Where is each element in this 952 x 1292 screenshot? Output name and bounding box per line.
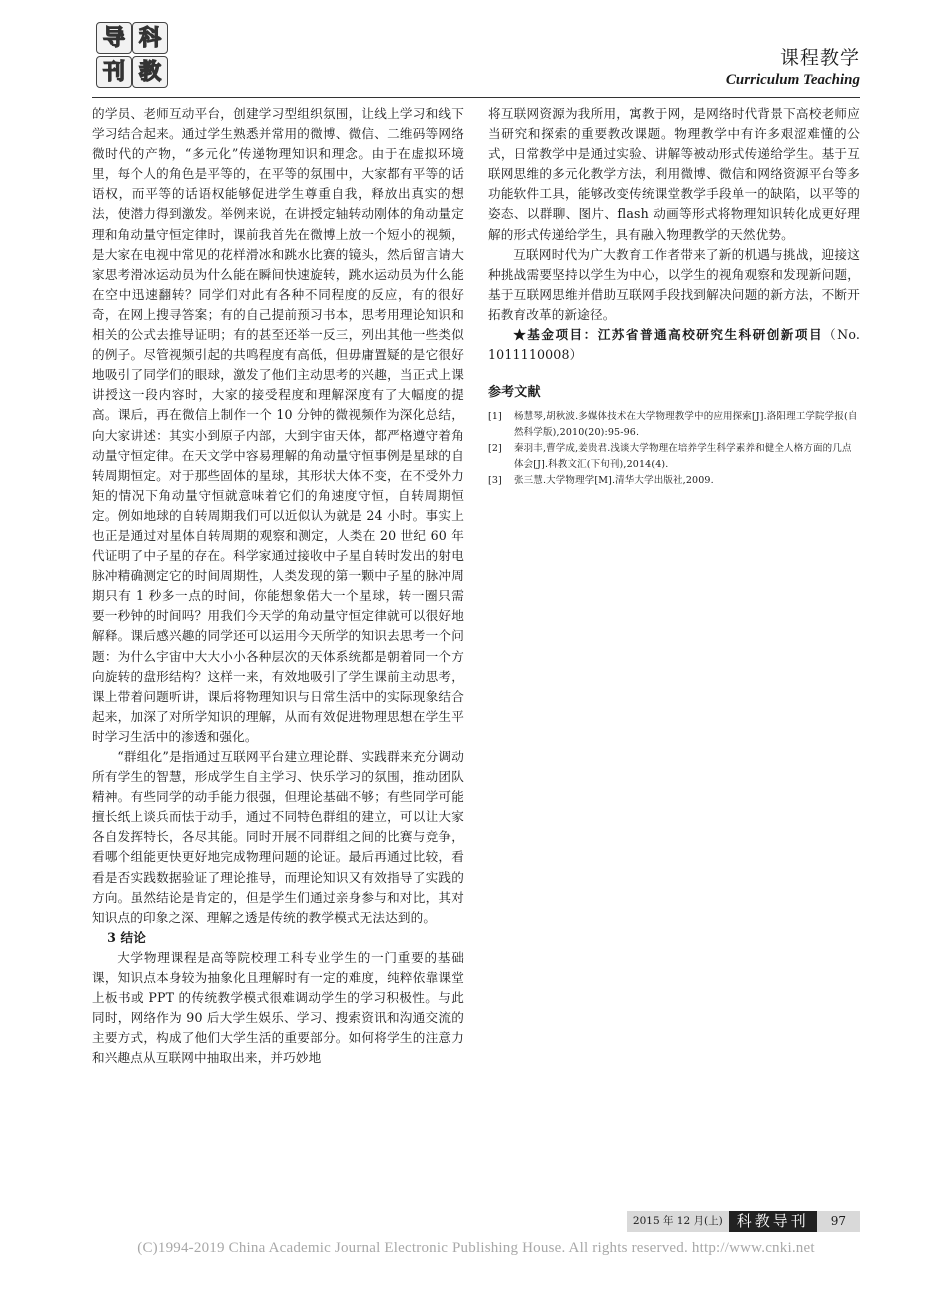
reference-number: [2] (488, 443, 502, 455)
body-paragraph: “群组化”是指通过互联网平台建立理论群、实践群来充分调动所有学生的智慧，形成学生自主学习、快乐学习的氛围，推动团队精神。有些同学的动手能力很强，但理论基础不够；有些同学可能擅长纸上谈兵而怯于动手，通过不同特色群组的建立，可以让大家各自发挥特长，各尽其能。同时开展不同群组之间的比赛与竞争，看哪个组能更快更好地完成物理问题的论证。最后再通过比较，看看是否实践数据验证了理论推导，而理论知识又有效指导了实践的方向。虽然结论是肯定的，但是学生们通过亲身参与和对比，其对知识点的印象之深、理解之透是传统的教学模式无法达到的。 (92, 749, 464, 925)
references-heading: 参考文献 (488, 385, 541, 401)
logo-char: 刊 (96, 56, 132, 88)
journal-logo (96, 22, 172, 90)
fund-label: ★基金项目：江苏省普通高校研究生科研创新项目 (513, 327, 824, 343)
reference-item (488, 473, 860, 489)
reference-text: 杨慧琴,胡秋波.多媒体技术在大学物理教学中的应用探索[J].洛阳理工学院学报(自然科学版),2010(20):95-96. (514, 411, 858, 439)
reference-item (488, 409, 860, 441)
body-paragraph: 的学员、老师互动平台，创建学习型组织氛围，让线上学习和线下学习结合起来。通过学生熟悉并常用的微博、微信、二维码等网络微时代的产物，“多元化”传递物理知识和理念。由于在虚拟环境里，每个人的角色是平等的，在平等的氛围中，大家都有平等的话语权，而平等的话语权能够促进学生尊重自我，释放出真实的想法，使潜力得到激发。举例来说，在讲授定轴转动刚体的角动量定理和角动量守恒定律时，课前我首先在微博上放一个短小的视频，是大家在电视中常见的花样滑冰和跳水比赛的镜头，然后留言请大家思考滑冰运动员为什么能在瞬间快速旋转，跳水运动员为什么能在空中迅速翻转？同学们对此有各种不同程度的反应，有的很好奇，在网上搜寻答案；有的自己提前预习书本，思考用理论知识和相关的公式去推导证明；有的甚至还举一反三，列出其他一些类似的例子。尽管视频引起的共鸣程度有高低，但毋庸置疑的是它很好地吸引了同学们的眼球，激发了他们主动思考的兴趣，当正式上课讲授这一段内容时，大家的接受程度和理解深度有了大幅度的提高。课后，再在微信上制作一个 10 分钟的微视频作为深化总结，向大家讲述：其实小到原子内部，大到宇宙天体，都严格遵守着角动量守恒定律。在天文学中容易理解的角动量守恒事例是星球的自转周期恒定。对于那些固体的星球，其形状大体不变，在不受外力矩的情况下角动量守恒就意味着它们的角速度守恒，自转周期恒定。例如地球的自转周期我们可以近似认为就是 24 小时。事实上也正是通过对星体自转周期的观察和测定，人类在 20 世纪 60 年代证明了中子星的存在。科学家通过接收中子星自转时发出的射电脉冲精确测定它的时间周期性，人类发现的第一颗中子星的脉冲周期只有 1 秒多一点的时间，你能想象偌大一个星球，转一圈只需要一秒钟的时间吗？用我们今天学的角动量守恒定律就可以很好地解释。课后感兴趣的同学还可以运用今天所学的知识去思考一个问题：为什么宇宙中大大小小各种层次的天体系统都是朝着同一个方向旋转的盘形结构？这样一来，有效地吸引了学生课前主动思考，课上带着问题听讲，课后将物理知识与日常生活中的实际现象结合起来，加深了对所学知识的理解，从而有效促进物理思想在学生平时学习生活中的渗透和强化。 (92, 106, 464, 744)
reference-number: [3] (488, 475, 502, 487)
header-rule (92, 97, 860, 98)
copyright-notice: (C)1994-2019 China Academic Journal Electronic Publishing House. All rights reserved. http://www.cnki.net (137, 1240, 815, 1256)
reference-item (488, 441, 860, 473)
left-column (92, 104, 464, 1069)
page-footer (627, 1211, 860, 1232)
section-title-cn: 课程教学 (779, 47, 860, 69)
logo-char: 科 (132, 22, 168, 54)
fund-note (488, 325, 860, 365)
body-paragraph: 将互联网资源为我所用，寓教于网，是网络时代背景下高校老师应当研究和探索的重要教改课题。物理教学中有许多艰涩难懂的公式，日常教学中是通过实验、讲解等被动形式传递给学生。基于互联网思维的多元化教学方法，利用微博、微信和网络资源平台等多功能软件工具，能够改变传统课堂教学手段单一的缺陷，以平等的姿态、以群聊、图片、flash 动画等形式将物理知识转化成更好理解的形式传递给学生，具有融入物理教学的天然优势。 (488, 106, 860, 242)
section-title-en: Curriculum Teaching (725, 72, 860, 88)
logo-char: 导 (96, 22, 132, 54)
body-paragraph: 互联网时代为广大教育工作者带来了新的机遇与挑战，迎接这种挑战需要坚持以学生为中心，以学生的视角观察和发现新问题，基于互联网思维并借助互联网手段找到解决问题的新方法，不断开拓教育改革的新途径。 (488, 246, 860, 322)
body-paragraph: 大学物理课程是高等院校理工科专业学生的一门重要的基础课，知识点本身较为抽象化且理解时有一定的难度，纯粹依靠课堂上板书或 PPT 的传统教学模式很难调动学生的学习积极性。与此同时，网络作为 90 后大学生娱乐、学习、搜索资讯和沟通交流的主要方式，构成了他们大学生活的重要部分。如何将学生的注意力和兴趣点从互联网中抽取出来，并巧妙地 (92, 949, 464, 1066)
logo-char: 教 (132, 56, 168, 88)
issue-date: 2015 年 12 月(上) (627, 1211, 729, 1232)
reference-number: [1] (488, 411, 502, 423)
section-header (726, 46, 860, 90)
journal-name: 科教导刊 (729, 1211, 817, 1232)
reference-text: 张三慧.大学物理学[M].清华大学出版社,2009. (514, 475, 714, 487)
page-number: 97 (817, 1211, 860, 1232)
section-heading: 3 结论 (107, 929, 147, 945)
right-column (488, 104, 860, 489)
fund-number: （No. 1011110008） (488, 327, 860, 363)
reference-text: 秦羽丰,曹学成,姜贵君.浅谈大学物理在培养学生科学素养和健全人格方面的几点体会[J].科教文汇(下旬刊),2014(4). (514, 443, 852, 471)
